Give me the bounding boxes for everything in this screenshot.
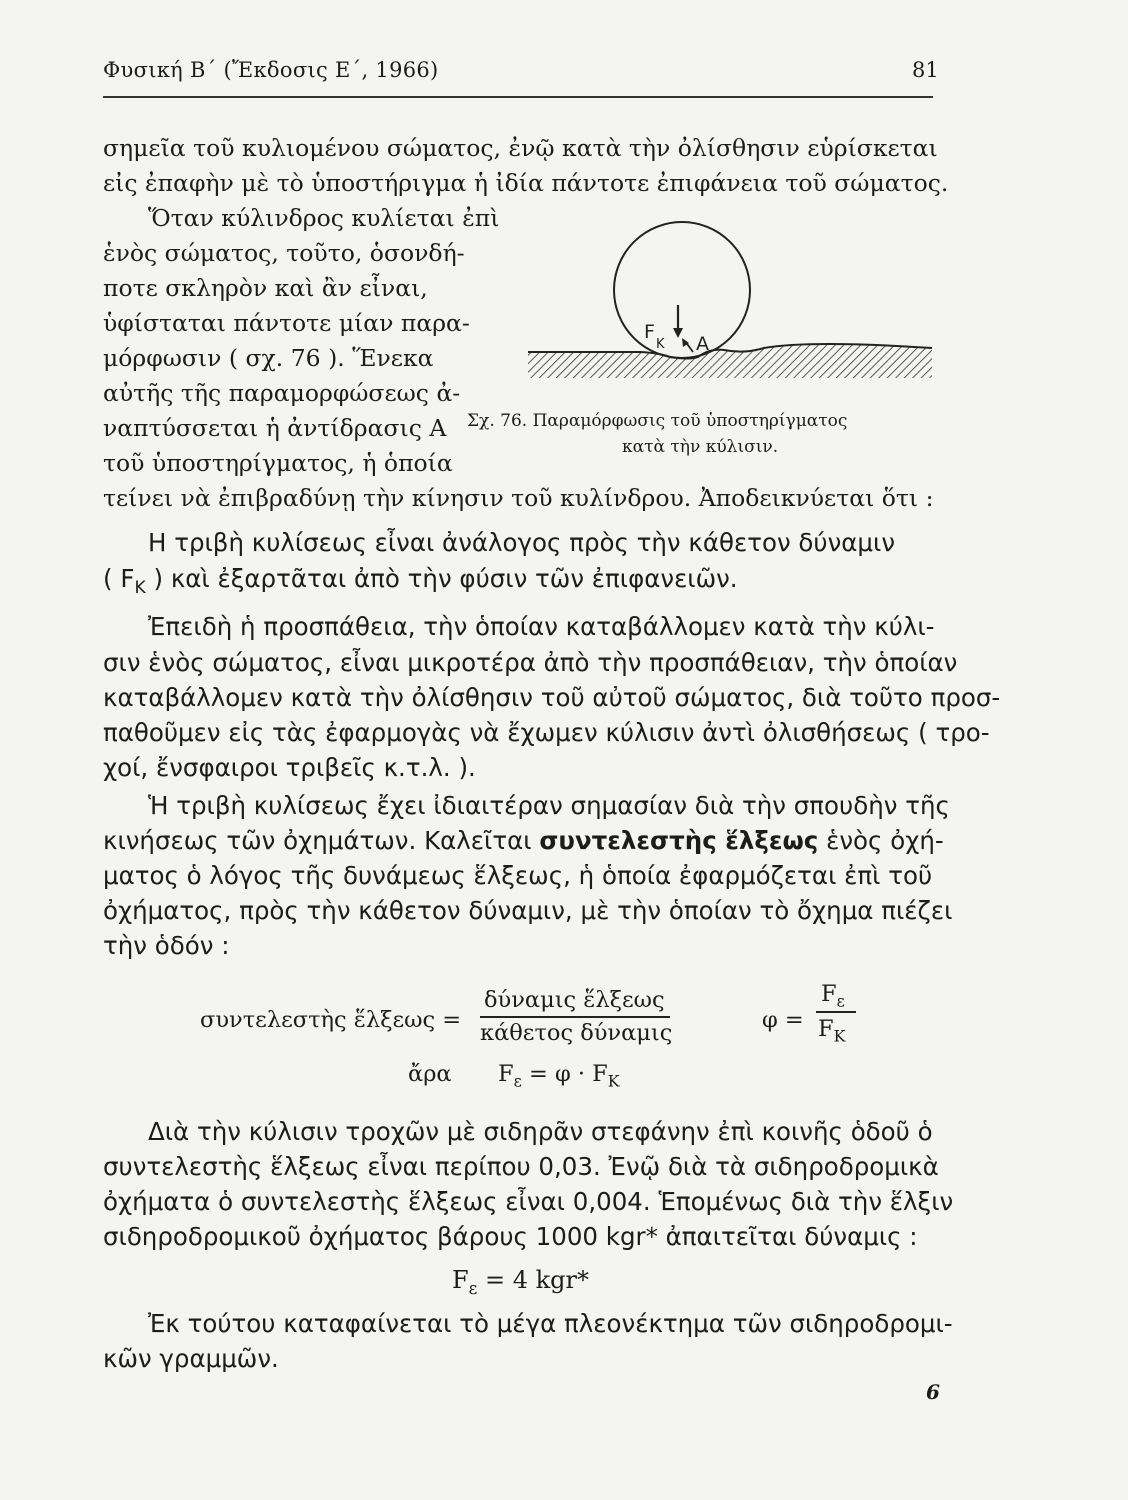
phi-lhs: φ = <box>762 1007 804 1033</box>
cylinder-circle <box>614 222 750 358</box>
running-header-title: Φυσική Β΄ (Ἔκδοσις Ε΄, 1966) <box>103 58 439 82</box>
text-line: ποτε σκληρὸν καὶ ἂν εἶναι, <box>103 274 428 302</box>
text-line: σημεῖα τοῦ κυλιομένου σώματος, ἐνῷ κατὰ τὴν ὀλίσθησιν εὑρίσκεται <box>103 134 938 162</box>
text-line: σιδηροδρομικοῦ ὀχήματος βάρους 1000 kgr* ἀπαιτεῖται δύναμις : <box>103 1222 918 1251</box>
text-line: Ἡ τριβὴ κυλίσεως ἔχει ἰδιαιτέραν σημασίαν διὰ τὴν σπουδὴν τῆς <box>148 791 950 820</box>
formula-lhs: συντελεστὴς ἕλξεως = <box>200 1007 462 1033</box>
text-line: χοί, ἔνσφαιροι τριβεῖς κ.τ.λ. ). <box>103 753 476 782</box>
text-line: Διὰ τὴν κύλισιν τροχῶν μὲ σιδηρᾶν στεφάνην ἐπὶ κοινῆς ὁδοῦ ὁ <box>148 1117 933 1146</box>
text-line: τοῦ ὑποστηρίγματος, ἡ ὁποία <box>103 449 453 477</box>
label-reaction: A <box>696 333 709 355</box>
text-line: αὐτῆς τῆς παραμορφώσεως ἀ- <box>103 379 461 407</box>
header-rule <box>103 96 933 98</box>
text-line: τὴν ὁδόν : <box>103 931 230 960</box>
phi-denominator: $F_K$ <box>818 1016 846 1046</box>
label-force-subscript: K <box>656 337 665 352</box>
text-line: ναπτύσσεται ἡ ἀντίδρασις Α <box>103 414 447 442</box>
text-line: τείνει νὰ ἐπιβραδύνῃ τὴν κίνησιν τοῦ κυλίνδρου. Ἀποδεικνύεται ὅτι : <box>103 484 934 512</box>
phi-numerator: $F_\varepsilon$ <box>821 981 845 1011</box>
text-line: ματος ὁ λόγος τῆς δυνάμεως ἕλξεως, ἡ ὁποία ἐφαρμόζεται ἐπὶ τοῦ <box>103 861 933 890</box>
text-line: σιν ἑνὸς σώματος, εἶναι μικροτέρα ἀπὸ τὴν προσπάθειαν, τὴν ὁποίαν <box>103 648 958 677</box>
figure-caption-line2: κατὰ τὴν κύλισιν. <box>622 437 779 457</box>
figure-76 <box>520 210 940 394</box>
text-line: καταβάλλομεν κατὰ τὴν ὀλίσθησιν τοῦ αὐτοῦ σώματος, διὰ τοῦτο προσ- <box>103 683 1001 712</box>
text-line: μόρφωσιν ( σχ. 76 ). Ἕνεκα <box>103 344 434 372</box>
text-line: ὀχήματος, πρὸς τὴν κάθετον δύναμιν, μὲ τὴν ὁποίαν τὸ ὄχημα πιέζει <box>103 896 953 925</box>
text-line: ἑνὸς σώματος, τοῦτο, ὁσονδή- <box>103 239 465 267</box>
text-line: συντελεστὴς ἕλξεως εἶναι περίπου 0,03. Ἐνῷ διὰ τὰ σιδηροδρομικὰ <box>103 1152 939 1181</box>
formula-denominator: κάθετος δύναμις <box>480 1020 673 1046</box>
figure-caption: Σχ. 76. Παραμόρφωσις τοῦ ὑποστηρίγματος <box>467 411 848 431</box>
formula-result: $F_\varepsilon = \varphi \cdot F_K$ <box>498 1061 620 1091</box>
text-line: κῶν γραμμῶν. <box>103 1344 279 1373</box>
text-line: Ἐκ τούτου καταφαίνεται τὸ μέγα πλεονέκτημα τῶν σιδηροδρομι- <box>148 1309 953 1338</box>
law-statement-line2: ( $F_K$ ) καὶ ἐξαρτᾶται ἀπὸ τὴν φύσιν τῶν ἐπιφανειῶν. <box>103 564 738 598</box>
formula-fraction-bar <box>480 1016 670 1018</box>
law-statement-line1: Η τριβὴ κυλίσεως εἶναι ἀνάλογος πρὸς τὴν κάθετον δύναμιν <box>148 528 895 557</box>
text-line: Ὅταν κύλινδρος κυλίεται ἐπὶ <box>148 204 500 232</box>
formula-ara: ἄρα <box>408 1061 452 1087</box>
page-number: 81 <box>912 58 939 82</box>
rolling-cylinder-diagram <box>520 210 940 390</box>
text-line: κινήσεως τῶν ὀχημάτων. Καλεῖται συντελεστὴς ἕλξεως ἑνὸς ὀχή- <box>103 826 944 855</box>
text-line: ὀχήματα ὁ συντελεστὴς ἕλξεως εἶναι 0,004. Ἑπομένως διὰ τὴν ἕλξιν <box>103 1187 954 1216</box>
formula-result-force: $F_\varepsilon = 4$ kgr* <box>452 1266 590 1298</box>
text-line: εἰς ἐπαφὴν μὲ τὸ ὑποστήριγμα ἡ ἰδία πάντοτε ἐπιφάνεια τοῦ σώματος. <box>103 169 949 197</box>
label-force: F <box>644 321 655 343</box>
phi-fraction-bar <box>816 1011 856 1013</box>
force-arrow-head <box>673 328 683 338</box>
formula-numerator: δύναμις ἕλξεως <box>484 987 665 1013</box>
text-line: ὑφίσταται πάντοτε μίαν παρα- <box>103 309 470 337</box>
support-surface-hatch <box>528 344 932 378</box>
term-traction-coefficient: συντελεστὴς ἕλξεως <box>539 826 819 855</box>
signature-mark: 6 <box>926 1380 940 1404</box>
text-line: Ἐπειδὴ ἡ προσπάθεια, τὴν ὁποίαν καταβάλλομεν κατὰ τὴν κύλι- <box>148 612 935 641</box>
text-line: παθοῦμεν εἰς τὰς ἐφαρμογὰς νὰ ἔχωμεν κύλισιν ἀντὶ ὀλισθήσεως ( τρο- <box>103 718 990 747</box>
